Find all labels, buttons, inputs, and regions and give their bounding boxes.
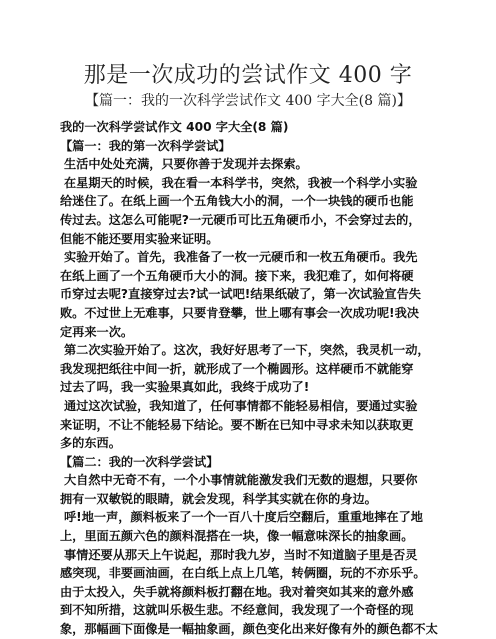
paragraph-line: 大自然中无奇不有，一个小事情就能激发我们无数的遐想，只要你: [64, 473, 418, 488]
document-title: 那是一次成功的尝试作文 400 字: [83, 63, 413, 88]
paragraph-line: 呼!地一声，颜料板来了一个一百八十度后空翻后，重重地摔在了地: [64, 510, 423, 525]
heading-line: 我的一次科学尝试作文 400 字大全(8 篇): [60, 120, 289, 134]
paragraph-line: 到不知所措，这就叫乐极生悲。不经意间，我发现了一个奇怪的现: [60, 603, 414, 618]
section-heading: 【篇二：我的一次科学尝试】: [60, 454, 219, 469]
paragraph-line: 象，那幅画下面像是一幅抽象画，颜色变化出来好像有外的颜色都不太: [60, 622, 438, 637]
paragraph-line: 实验开始了。首先，我准备了一枚一元硬币和一枚五角硬币。我先: [64, 250, 418, 265]
paragraph-line: 事情还要从那天上午说起，那时我九岁，当时不知道脑子里是否灵: [64, 547, 418, 562]
paragraph-line: 在星期天的时候，我在看一本科学书，突然，我被一个科学小实验: [64, 175, 418, 190]
paragraph-line: 但能不能还要用实验来证明。: [60, 231, 219, 246]
document-body: [60, 118, 445, 639]
paragraph-line: 传过去。这怎么可能呢?一元硬币可比五角硬币小，不会穿过去的，: [60, 212, 421, 227]
paragraph-line: 我发现把纸往中间一折，就形成了一个椭圆形。这样硬币不就能穿: [60, 361, 414, 376]
paragraph-line: 生活中处处充满，只要你善于发现并去探索。: [64, 157, 308, 172]
paragraph-line: 定再来一次。: [60, 324, 134, 339]
section-heading: 【篇一：我的第一次科学尝试】: [60, 138, 231, 153]
paragraph-line: 过去了吗，我一实验果真如此，我终于成功了!: [60, 380, 310, 395]
paragraph-line: 第二次实验开始了。这次，我好好思考了一下，突然，我灵机一动，: [64, 343, 430, 358]
document-subtitle: 【篇一：我的一次科学尝试作文 400 字大全(8 篇)】: [85, 93, 411, 109]
paragraph-line: 币穿过去呢?直接穿过去?试一试吧!结果纸破了，第一次试验宣告失: [60, 287, 421, 302]
paragraph-line: 多的东西。: [60, 436, 121, 451]
paragraph-line: 来证明，不让不能轻易下结论。要不断在已知中寻求未知以获取更: [60, 417, 414, 432]
paragraph-line: 拥有一双敏锐的眼睛，就会发现，科学其实就在你的身边。: [60, 491, 377, 506]
paragraph-line: 败。不过世上无难事，只要肯登攀，世上哪有事会一次成功呢!我决: [60, 305, 419, 320]
paragraph-line: 感突现，非要画油画，在白纸上点上几笔，转俩圈，玩的不亦乐乎。: [60, 566, 426, 581]
paragraph-line: 由于太投入，失手就将颜料板打翻在地。我对着突如其来的意外感: [60, 584, 414, 599]
paragraph-line: 通过这次试验，我知道了，任何事情都不能轻易相信，要通过实验: [64, 398, 418, 413]
paragraph-line: 给迷住了。在纸上画一个五角钱大小的洞，一个一块钱的硬币也能: [60, 194, 414, 209]
paragraph-line: 在纸上画了一个五角硬币大小的洞。接下来，我犯难了，如何将硬: [60, 268, 414, 283]
paragraph-line: 上，里面五颜六色的颜料混搭在一块，像一幅意味深长的抽象画。: [60, 529, 414, 544]
